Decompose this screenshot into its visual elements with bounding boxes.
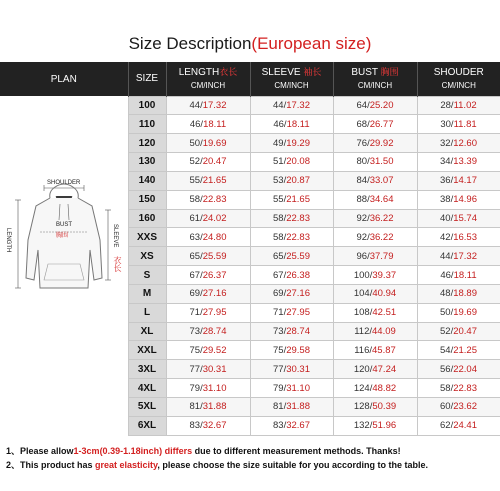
sleeve-inch-value: 27.95 <box>286 307 310 319</box>
shoulder-cm-value: 38/ <box>440 194 454 206</box>
length-cell <box>166 284 250 303</box>
shoulder-inch-value: 18.11 <box>453 269 477 281</box>
header-shoulder <box>417 62 500 96</box>
diagram-shoulder-label: SHOULDER <box>47 180 81 186</box>
size-cell: 4XL <box>128 379 166 398</box>
sleeve-cell <box>250 303 333 322</box>
sleeve-cell <box>250 341 333 360</box>
bust-cm-value: 108/ <box>353 307 373 319</box>
shoulder-inch-value: 17.32 <box>453 250 477 262</box>
length-cell <box>166 153 250 172</box>
shoulder-inch-value: 14.17 <box>453 175 477 187</box>
shoulder-inch-value: 13.39 <box>453 156 477 168</box>
header-length-unit: CM/INCH <box>190 80 226 90</box>
diagram-bust-label: BUST <box>56 222 73 228</box>
sleeve-inch-value: 20.08 <box>286 156 310 168</box>
shoulder-cell <box>417 134 500 153</box>
header-bust-zh: 胸围 <box>380 66 399 77</box>
header-shoulder-label: SHOUDER <box>433 66 484 78</box>
sleeve-cm-value: 81/ <box>273 401 287 413</box>
sleeve-inch-value: 18.11 <box>286 118 310 130</box>
length-inch-value: 25.59 <box>202 250 227 262</box>
bust-cell <box>333 190 417 209</box>
length-inch-value: 29.52 <box>202 344 227 356</box>
shoulder-cm-value: 54/ <box>440 344 454 356</box>
sleeve-inch-value: 22.83 <box>286 231 310 243</box>
header-length-zh: 衣长 <box>219 66 238 77</box>
bust-cm-value: 68/ <box>356 118 370 130</box>
sleeve-cell <box>250 247 333 266</box>
bust-cm-value: 92/ <box>356 231 370 243</box>
sleeve-cell <box>250 153 333 172</box>
length-inch-value: 31.88 <box>202 401 227 413</box>
sleeve-cm-value: 65/ <box>273 250 287 262</box>
sleeve-cell <box>250 115 333 134</box>
length-cm-value: 79/ <box>189 382 203 394</box>
length-cell <box>166 322 250 341</box>
sleeve-cell <box>250 209 333 228</box>
sleeve-cm-value: 55/ <box>273 194 287 206</box>
sleeve-cm-value: 51/ <box>273 156 287 168</box>
length-cell <box>166 134 250 153</box>
length-inch-value: 24.80 <box>202 231 227 243</box>
size-cell: XL <box>128 322 166 341</box>
bust-cell <box>333 134 417 153</box>
bust-cm-value: 128/ <box>353 401 373 413</box>
notes <box>6 444 500 472</box>
length-cm-value: 63/ <box>189 231 203 243</box>
bust-inch-value: 25.20 <box>369 99 394 111</box>
bust-inch-value: 42.51 <box>372 307 397 319</box>
sleeve-inch-value: 27.16 <box>286 288 310 300</box>
bust-cm-value: 124/ <box>353 382 373 394</box>
length-cell <box>166 209 250 228</box>
shoulder-inch-value: 22.04 <box>453 363 477 375</box>
bust-inch-value: 44.09 <box>372 326 396 338</box>
shoulder-inch-value: 15.74 <box>453 212 477 224</box>
sleeve-cell <box>250 322 333 341</box>
length-inch-value: 32.67 <box>202 420 227 432</box>
sleeve-cm-value: 75/ <box>273 344 287 356</box>
table-row <box>0 96 500 115</box>
bust-inch-value: 34.64 <box>369 194 394 206</box>
bust-inch-value: 36.22 <box>369 231 394 243</box>
length-cm-value: 52/ <box>189 156 203 168</box>
bust-cell <box>333 303 417 322</box>
shoulder-cell <box>417 209 500 228</box>
bust-cell <box>333 360 417 379</box>
bust-cell <box>333 416 417 435</box>
shoulder-cm-value: 62/ <box>440 420 454 432</box>
bust-cell <box>333 171 417 190</box>
note-1-suffix: due to different measurement methods. Thanks! <box>192 446 401 456</box>
bust-cm-value: 88/ <box>356 194 370 206</box>
shoulder-cm-value: 48/ <box>440 288 454 300</box>
bust-cell <box>333 398 417 417</box>
shoulder-cell <box>417 115 500 134</box>
note-2-suffix: , please choose the size suitable for you according to the table. <box>157 460 428 470</box>
length-cm-value: 75/ <box>189 344 203 356</box>
shoulder-cell <box>417 379 500 398</box>
sleeve-inch-value: 20.87 <box>286 175 310 187</box>
sleeve-cell <box>250 228 333 247</box>
length-inch-value: 26.37 <box>202 269 227 281</box>
shoulder-cell <box>417 266 500 285</box>
shoulder-cm-value: 28/ <box>440 99 454 111</box>
shoulder-cm-value: 46/ <box>440 269 454 281</box>
sleeve-cm-value: 58/ <box>273 212 287 224</box>
length-cell <box>166 96 250 115</box>
shoulder-inch-value: 16.53 <box>453 231 477 243</box>
shoulder-cell <box>417 303 500 322</box>
bust-cm-value: 104/ <box>353 288 373 300</box>
header-sleeve-label: SLEEVE <box>261 66 301 78</box>
title-sub: (European size) <box>251 34 372 53</box>
length-cell <box>166 190 250 209</box>
bust-cell <box>333 209 417 228</box>
diagram-bust-zh-label: 胸围 <box>56 233 69 239</box>
shoulder-cm-value: 58/ <box>440 382 454 394</box>
shoulder-inch-value: 21.25 <box>453 344 477 356</box>
shoulder-cm-value: 52/ <box>440 326 454 338</box>
length-cm-value: 61/ <box>189 212 203 224</box>
length-inch-value: 24.02 <box>202 212 227 224</box>
header-plan: PLAN <box>0 62 128 96</box>
header-length <box>166 62 250 96</box>
bust-inch-value: 31.50 <box>369 156 394 168</box>
bust-cell <box>333 322 417 341</box>
shoulder-inch-value: 11.02 <box>453 99 477 111</box>
shoulder-inch-value: 19.69 <box>453 307 477 319</box>
note-2-prefix: 2、This product has <box>6 460 96 470</box>
note-1-highlight: 1-3cm(0.39-1.18inch) differs <box>73 446 193 456</box>
shoulder-cm-value: 56/ <box>440 363 454 375</box>
bust-inch-value: 51.96 <box>372 420 397 432</box>
size-cell: L <box>128 303 166 322</box>
bust-inch-value: 40.94 <box>372 288 397 300</box>
sleeve-cell <box>250 134 333 153</box>
sleeve-cell <box>250 266 333 285</box>
shoulder-cell <box>417 153 500 172</box>
header-length-label: LENGTH <box>178 66 220 78</box>
shoulder-inch-value: 18.89 <box>453 288 477 300</box>
sleeve-inch-value: 31.10 <box>286 382 310 394</box>
length-inch-value: 28.74 <box>202 326 227 338</box>
note-1 <box>6 444 500 458</box>
sleeve-inch-value: 28.74 <box>286 326 310 338</box>
bust-cm-value: 64/ <box>356 99 370 111</box>
length-inch-value: 27.16 <box>202 288 227 300</box>
bust-cell <box>333 284 417 303</box>
length-cell <box>166 266 250 285</box>
size-cell: 5XL <box>128 398 166 417</box>
shoulder-cell <box>417 284 500 303</box>
size-cell: 140 <box>128 171 166 190</box>
sleeve-cm-value: 49/ <box>273 137 287 149</box>
bust-cell <box>333 153 417 172</box>
sleeve-cell <box>250 398 333 417</box>
sleeve-inch-value: 19.29 <box>286 137 310 149</box>
sleeve-cm-value: 79/ <box>273 382 287 394</box>
header-bust-unit: CM/INCH <box>357 80 393 90</box>
bust-cm-value: 96/ <box>356 250 370 262</box>
bust-inch-value: 29.92 <box>369 137 394 149</box>
bust-cm-value: 112/ <box>354 326 372 338</box>
bust-inch-value: 45.87 <box>372 344 396 356</box>
bust-cell <box>333 96 417 115</box>
size-cell: 120 <box>128 134 166 153</box>
sleeve-inch-value: 30.31 <box>286 363 310 375</box>
shoulder-cell <box>417 190 500 209</box>
length-cm-value: 69/ <box>189 288 203 300</box>
length-cm-value: 83/ <box>189 420 203 432</box>
sleeve-cm-value: 73/ <box>273 326 287 338</box>
bust-inch-value: 26.77 <box>369 118 394 130</box>
shoulder-cm-value: 60/ <box>440 401 454 413</box>
title-main: Size Description <box>128 34 252 53</box>
shoulder-cm-value: 30/ <box>440 118 454 130</box>
sleeve-inch-value: 26.38 <box>286 269 310 281</box>
sleeve-cell <box>250 416 333 435</box>
sleeve-cm-value: 67/ <box>273 269 287 281</box>
size-cell: XXL <box>128 341 166 360</box>
size-cell: 100 <box>128 96 166 115</box>
bust-cell <box>333 341 417 360</box>
bust-inch-value: 33.07 <box>369 175 394 187</box>
length-inch-value: 22.83 <box>202 194 227 206</box>
length-cm-value: 46/ <box>189 118 204 130</box>
sleeve-cell <box>250 360 333 379</box>
length-inch-value: 30.31 <box>202 363 227 375</box>
note-2 <box>6 458 500 472</box>
length-cm-value: 65/ <box>189 250 203 262</box>
length-inch-value: 17.32 <box>202 99 227 111</box>
shoulder-inch-value: 23.62 <box>453 401 477 413</box>
bust-cm-value: 116/ <box>354 344 372 356</box>
sleeve-inch-value: 17.32 <box>286 99 310 111</box>
bust-cm-value: 100/ <box>353 269 373 281</box>
length-cm-value: 58/ <box>189 194 203 206</box>
length-inch-value: 31.10 <box>202 382 227 394</box>
sleeve-inch-value: 22.83 <box>286 212 310 224</box>
length-inch-value: 27.95 <box>202 307 227 319</box>
sleeve-cm-value: 53/ <box>273 175 287 187</box>
shoulder-cm-value: 34/ <box>440 156 454 168</box>
size-cell: 3XL <box>128 360 166 379</box>
sleeve-cm-value: 46/ <box>273 118 287 130</box>
hoodie-outline-icon <box>0 180 128 320</box>
sleeve-cell <box>250 284 333 303</box>
length-cell <box>166 360 250 379</box>
bust-inch-value: 48.82 <box>372 382 397 394</box>
shoulder-cell <box>417 96 500 115</box>
bust-inch-value: 36.22 <box>369 212 394 224</box>
shoulder-cell <box>417 171 500 190</box>
length-cell <box>166 341 250 360</box>
sleeve-cm-value: 71/ <box>273 307 287 319</box>
shoulder-cm-value: 40/ <box>440 212 454 224</box>
size-cell: 150 <box>128 190 166 209</box>
bust-cm-value: 132/ <box>353 420 373 432</box>
bust-cm-value: 76/ <box>356 137 370 149</box>
bust-cm-value: 120/ <box>353 363 373 375</box>
bust-inch-value: 37.79 <box>369 250 394 262</box>
sleeve-cell <box>250 96 333 115</box>
shoulder-cm-value: 50/ <box>440 307 454 319</box>
bust-cm-value: 84/ <box>356 175 370 187</box>
bust-cell <box>333 379 417 398</box>
table-header-row <box>0 62 500 96</box>
header-sleeve-zh: 袖长 <box>303 66 322 77</box>
length-cm-value: 50/ <box>189 137 203 149</box>
note-1-prefix: 1、Please allow <box>6 446 74 456</box>
bust-cell <box>333 247 417 266</box>
sleeve-cell <box>250 190 333 209</box>
shoulder-cell <box>417 228 500 247</box>
bust-inch-value: 39.37 <box>372 269 397 281</box>
bust-inch-value: 50.39 <box>372 401 397 413</box>
shoulder-inch-value: 11.81 <box>453 118 477 130</box>
bust-cell <box>333 266 417 285</box>
header-bust-label: BUST <box>351 66 378 78</box>
shoulder-inch-value: 22.83 <box>453 382 477 394</box>
hoodie-diagram <box>0 180 128 320</box>
bust-cm-value: 80/ <box>356 156 370 168</box>
length-cell <box>166 115 250 134</box>
page-title <box>0 30 500 58</box>
size-cell: S <box>128 266 166 285</box>
header-shoulder-unit: CM/INCH <box>441 80 476 90</box>
length-inch-value: 21.65 <box>202 175 227 187</box>
length-cm-value: 81/ <box>189 401 203 413</box>
shoulder-inch-value: 12.60 <box>453 137 477 149</box>
length-cell <box>166 303 250 322</box>
length-cm-value: 67/ <box>189 269 203 281</box>
length-cm-value: 55/ <box>189 175 203 187</box>
sleeve-cm-value: 69/ <box>273 288 287 300</box>
shoulder-inch-value: 20.47 <box>453 326 477 338</box>
note-2-highlight: great elasticity <box>95 460 158 470</box>
length-cm-value: 77/ <box>189 363 203 375</box>
size-cell: 6XL <box>128 416 166 435</box>
size-cell: 130 <box>128 153 166 172</box>
header-bust <box>333 62 417 96</box>
sleeve-cell <box>250 171 333 190</box>
sleeve-inch-value: 29.58 <box>286 344 310 356</box>
length-cm-value: 73/ <box>189 326 203 338</box>
length-cm-value: 71/ <box>189 307 203 319</box>
length-cell <box>166 416 250 435</box>
length-inch-value: 20.47 <box>202 156 227 168</box>
header-size: SIZE <box>128 62 166 96</box>
shoulder-cell <box>417 247 500 266</box>
shoulder-cell <box>417 322 500 341</box>
bust-cell <box>333 115 417 134</box>
size-cell: XS <box>128 247 166 266</box>
shoulder-cell <box>417 398 500 417</box>
bust-inch-value: 47.24 <box>372 363 397 375</box>
diagram-sleeve-zh-label: 衣长 <box>113 256 122 272</box>
sleeve-inch-value: 31.88 <box>286 401 310 413</box>
length-cell <box>166 171 250 190</box>
shoulder-inch-value: 14.96 <box>453 194 477 206</box>
length-cell <box>166 398 250 417</box>
shoulder-cm-value: 36/ <box>440 175 454 187</box>
size-cell: 160 <box>128 209 166 228</box>
sleeve-cm-value: 44/ <box>273 99 287 111</box>
header-sleeve-unit: CM/INCH <box>274 80 309 90</box>
size-cell: XXS <box>128 228 166 247</box>
size-cell: M <box>128 284 166 303</box>
diagram-length-label: LENGTH <box>5 228 11 253</box>
sleeve-inch-value: 32.67 <box>286 420 310 432</box>
sleeve-inch-value: 25.59 <box>286 250 310 262</box>
shoulder-cm-value: 32/ <box>440 137 454 149</box>
sleeve-cm-value: 77/ <box>273 363 287 375</box>
size-cell: 110 <box>128 115 166 134</box>
length-cm-value: 44/ <box>189 99 203 111</box>
sleeve-inch-value: 21.65 <box>286 194 310 206</box>
length-cell <box>166 228 250 247</box>
shoulder-cm-value: 42/ <box>440 231 454 243</box>
length-inch-value: 18.11 <box>203 118 227 130</box>
shoulder-cell <box>417 341 500 360</box>
diagram-sleeve-label: SLEEVE <box>112 224 118 248</box>
shoulder-cell <box>417 360 500 379</box>
sleeve-cm-value: 83/ <box>273 420 287 432</box>
sleeve-cell <box>250 379 333 398</box>
bust-cm-value: 92/ <box>356 212 370 224</box>
length-cell <box>166 247 250 266</box>
sleeve-cm-value: 58/ <box>273 231 287 243</box>
shoulder-cell <box>417 416 500 435</box>
bust-cell <box>333 228 417 247</box>
header-sleeve <box>250 62 333 96</box>
length-cell <box>166 379 250 398</box>
length-inch-value: 19.69 <box>202 137 227 149</box>
shoulder-inch-value: 24.41 <box>453 420 477 432</box>
shoulder-cm-value: 44/ <box>440 250 454 262</box>
